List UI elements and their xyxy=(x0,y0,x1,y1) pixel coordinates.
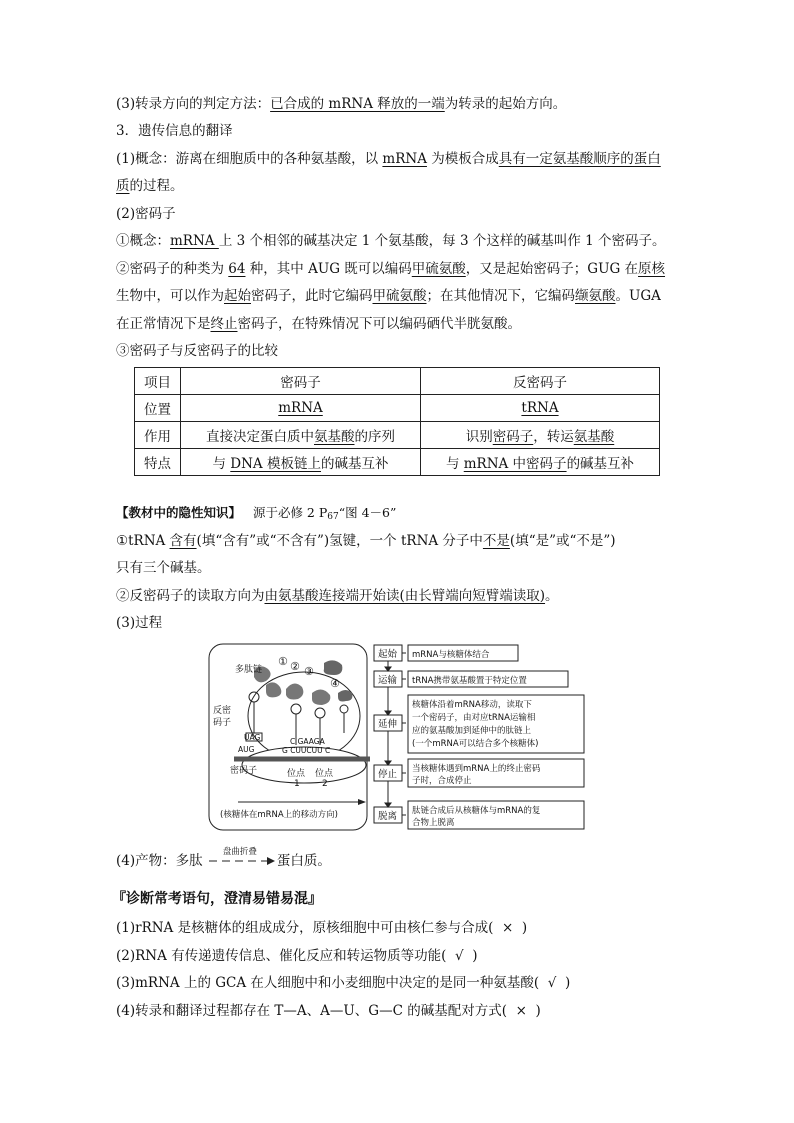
codon-types-line-2: 生物中，可以作为起始密码子，此时它编码甲硫氨酸；在其他情况下，它编码缬氨酸。UGA xyxy=(116,288,661,304)
hidden-q1: ①tRNA 含有(填“含有”或“不含有”)氢键，一个 tRNA 分子中不是(填“是”或“不是”) xyxy=(116,533,616,549)
table-cell: 识别密码子，转运氨基酸 xyxy=(421,422,660,449)
product-line: (4)产物：多肽 盘曲折叠 蛋白质。 xyxy=(116,851,331,871)
answer-mark: √ xyxy=(455,948,464,964)
step-number: ④ xyxy=(330,677,340,690)
site-1-label: 位点 xyxy=(287,769,306,779)
transcription-direction-line: (3)转录方向的判定方法：已合成的 mRNA 释放的一端为转录的起始方向。 xyxy=(116,96,567,112)
comparison-heading: ③密码子与反密码子的比较 xyxy=(116,343,278,359)
answer-mark: √ xyxy=(547,975,557,991)
flow-desc: 应的氨基酸加到延伸中的肽链上 xyxy=(412,726,532,736)
flow-step-elongation: 延伸 xyxy=(378,719,398,730)
diagnostic-heading: 『诊断常考语句，澄清易错易混』 xyxy=(112,891,322,907)
table-cell: 特点 xyxy=(135,449,181,476)
flow-step-transport: 运输 xyxy=(378,675,398,686)
codon-types-line: ②密码子的种类为 64 种，其中 AUG 既可以编码甲硫氨酸，又是起始密码子；GUG 在原核 xyxy=(116,261,666,277)
table-row xyxy=(135,449,660,476)
flow-step-start: 起始 xyxy=(378,649,398,660)
step-number: ① xyxy=(278,655,288,668)
codon-heading: (2)密码子 xyxy=(116,206,176,222)
flow-desc: 核糖体沿着mRNA移动，读取下 xyxy=(412,700,532,710)
flow-desc: mRNA与核糖体结合 xyxy=(412,650,490,660)
diagnostic-item: (1)rRNA 是核糖体的组成成分，原核细胞中可由核仁参与合成( × ) xyxy=(116,920,528,936)
fold-arrow xyxy=(207,847,277,871)
concept-line: (1)概念：游离在细胞质中的各种氨基酸，以 mRNA 为模板合成具有一定氨基酸顺序的蛋白 xyxy=(116,151,661,167)
flow-desc: (一个mRNA可以结合多个核糖体) xyxy=(412,739,539,749)
flow-desc: 合物上脱离 xyxy=(412,818,455,828)
codon-sequence: AUG xyxy=(238,745,255,754)
trna-sequence-top: C GAAGA xyxy=(290,737,325,746)
answer-mark: × xyxy=(515,1003,527,1019)
table-cell: 直接决定蛋白质中氨基酸的序列 xyxy=(181,422,421,449)
hidden-q1-cont: 只有三个碱基。 xyxy=(116,560,211,576)
concept-line-2: 质的过程。 xyxy=(116,178,184,194)
anticodon-label: 反密 xyxy=(213,706,232,716)
diagnostic-item: (2)RNA 有传递遗传信息、催化反应和转运物质等功能( √ ) xyxy=(116,948,478,964)
table-header-cell: 项目 xyxy=(135,368,181,395)
codon-label: 密码子 xyxy=(230,766,258,776)
flow-desc: 当核糖体遇到mRNA上的终止密码 xyxy=(412,764,541,774)
flow-step-stop: 停止 xyxy=(378,769,398,780)
flow-step-release: 脱离 xyxy=(378,811,398,822)
hidden-knowledge-heading: 【教材中的隐性知识】 源于必修 2 $P_{67}“$图 4－6” xyxy=(116,505,397,522)
site-1-number: 1 xyxy=(294,779,300,789)
site-2-number: 2 xyxy=(322,779,328,789)
section-heading-translation: 3．遗传信息的翻译 xyxy=(116,123,233,139)
table-cell: mRNA xyxy=(181,395,421,422)
translation-process-diagram xyxy=(208,641,588,833)
step-number: ② xyxy=(290,660,300,673)
table-cell: tRNA xyxy=(421,395,660,422)
table-cell: 与 DNA 模板链上的碱基互补 xyxy=(181,449,421,476)
table-header-cell: 反密码子 xyxy=(421,368,660,395)
diagnostic-item: (3)mRNA 上的 GCA 在人细胞中和小麦细胞中决定的是同一种氨基酸( √ ) xyxy=(116,975,571,991)
site-2-label: 位点 xyxy=(315,769,334,779)
table-cell: 与 mRNA 中密码子的碱基互补 xyxy=(421,449,660,476)
flow-desc: 肽链合成后从核糖体与mRNA的复 xyxy=(412,806,541,816)
codon-anticodon-table xyxy=(134,367,660,476)
table-header-row xyxy=(135,368,660,395)
table-row xyxy=(135,422,660,449)
peptide-chain-label: 多肽链 xyxy=(235,665,263,675)
anticodon-label: 码子 xyxy=(213,718,232,728)
amino-acid-blob xyxy=(338,690,352,702)
flow-desc: 一个密码子，由对应tRNA运输相 xyxy=(412,713,536,723)
fold-arrow-label: 盘曲折叠 xyxy=(222,847,257,857)
flow-desc: tRNA携带氨基酸置于特定位置 xyxy=(412,676,527,686)
amino-acid-blob xyxy=(324,660,343,675)
answer-mark: × xyxy=(501,920,514,936)
arrow-icon xyxy=(207,851,277,871)
table-row xyxy=(135,395,660,422)
diagnostic-item: (4)转录和翻译过程都存在 T—A、A—U、G—C 的碱基配对方式( × ) xyxy=(116,1003,541,1019)
anticodon-sequence: UAG xyxy=(244,733,261,742)
direction-arrowhead xyxy=(358,799,366,805)
mrna-sequence: G CUUCUU C xyxy=(282,746,331,755)
codon-concept-line: ①概念：mRNA 上 3 个相邻的碱基决定 1 个氨基酸，每 3 个这样的碱基叫作 1 个密码子。 xyxy=(116,233,666,249)
table-header-cell: 密码子 xyxy=(181,368,421,395)
codon-types-line-3: 在正常情况下是终止密码子，在特殊情况下可以编码硒代半胱氨酸。 xyxy=(116,316,521,332)
table-cell: 作用 xyxy=(135,422,181,449)
step-number: ③ xyxy=(304,665,314,678)
process-heading: (3)过程 xyxy=(116,615,163,631)
flow-desc: 子时，合成停止 xyxy=(412,776,472,786)
hidden-q2: ②反密码子的读取方向为由氨基酸连接端开始读(由长臂端向短臂端读取)。 xyxy=(116,588,559,604)
flow-steps xyxy=(374,645,584,829)
table-cell: 位置 xyxy=(135,395,181,422)
ribosome-direction-label: (核糖体在mRNA上的移动方向) xyxy=(220,810,338,820)
